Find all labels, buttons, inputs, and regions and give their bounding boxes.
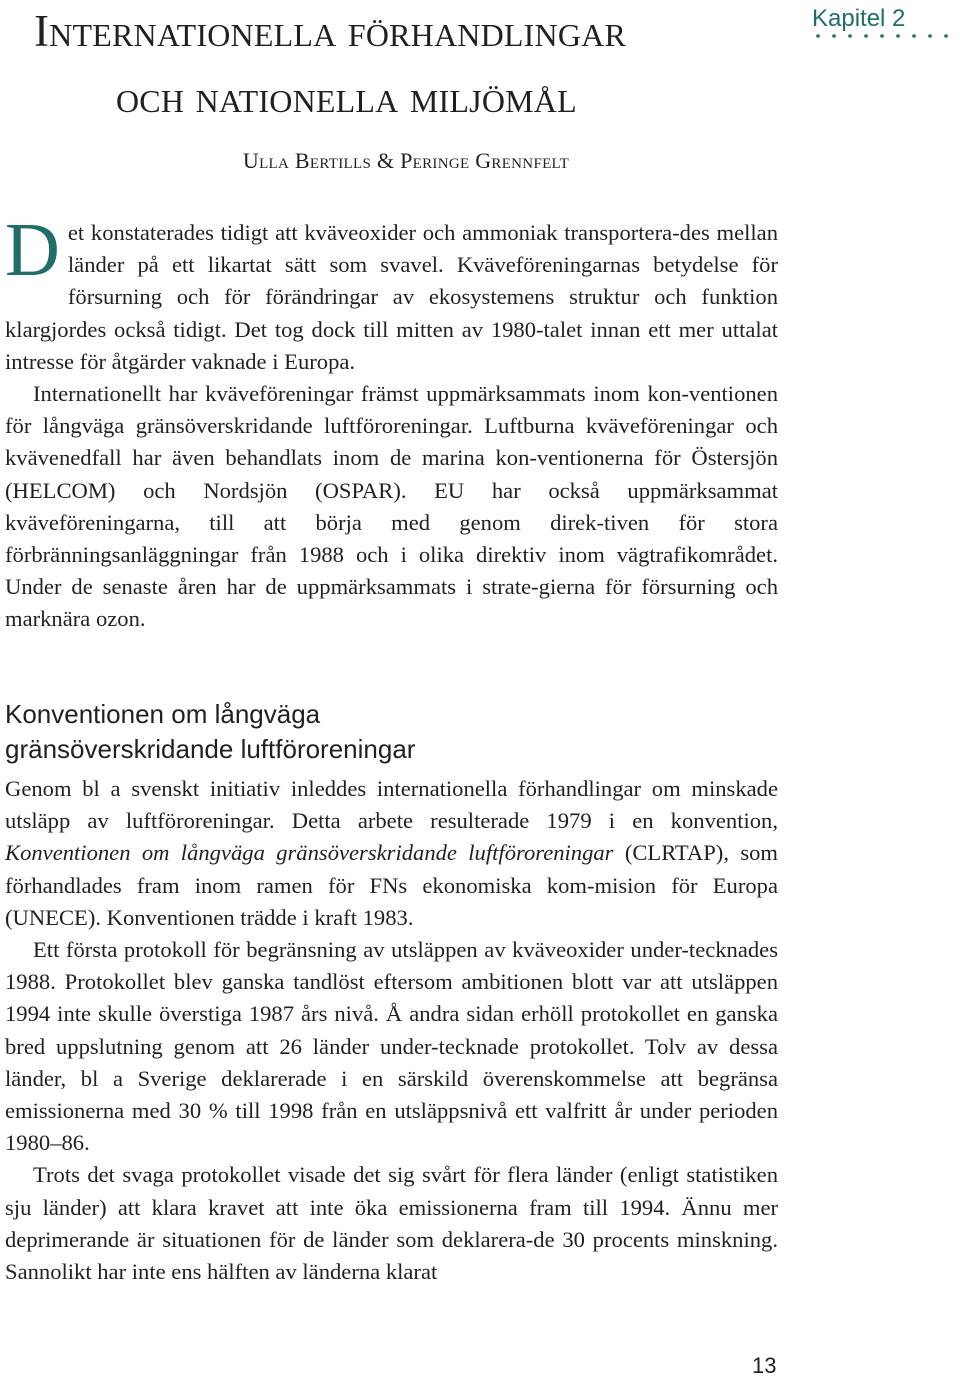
authors: Ulla Bertills & Peringe Grennfelt [242,148,570,173]
paragraph-1-start: Genom bl a svenskt initiativ inleddes internationella förhandlingar om minskade utsläpp av luftföroreningar. Detta arbete resulterade 1979 i en konvention, [5,776,778,834]
dotted-rule [812,32,960,40]
chapter-label-text: Kapitel 2 [812,5,906,32]
page-number: 13 [752,1353,777,1378]
chapter-label [812,4,960,40]
chapter-title-line-2: och nationella miljömål [116,72,577,122]
chapter-title [34,0,794,130]
chapter-title-line-1: Internationella förhandlingar [34,6,626,56]
section-paragraph-3: Trots det svaga protokollet visade det sig svårt för flera länder (enligt statistiken sju länder) att klara kravet att inte öka emissionerna fram till 1994. Ännu mer deprimerande är situationen för de länder som deklarera-de 30 procents minskning. Sannolikt har inte ens hälften av länderna klarat [5,1162,778,1285]
section-paragraph-1 [5,773,778,934]
section-heading-line-1: Konventionen om långväga [5,699,321,729]
drop-cap: D [5,208,60,292]
paragraph-1-end: (CLRTAP), som förhandlades fram inom ramen för FNs ekonomiska kom-mision för Europa (UNECE). Konventionen trädde i kraft 1983. [5,840,778,930]
intro-paragraph-2: Internationellt har kväveföreningar främst uppmärksammats inom kon-ventionen för långväga gränsöverskridande luftföroreningar. Luftburna kväveföreningar och kvävenedfall har även behandlats inom de marina kon-ventionerna för Östersjön (HELCOM) och Nordsjön (OSPAR). EU har också uppmärksammat kväveföreningarna, till att börja med genom direk-tiven för stora förbränningsanläggningar från 1988 och i olika direktiv inom vägtrafikområdet. Under de senaste åren har de uppmärksammats i strate-gierna för försurning och marknära ozon. [5,381,778,632]
section-paragraph-2: Ett första protokoll för begränsning av utsläppen av kväveoxider under-tecknades 1988. Protokollet blev ganska tandlöst eftersom ambitionen blott var att utsläppen 1994 inte skulle överstiga 1987 års nivå. Å andra sidan erhöll protokollet en ganska bred uppslutning genom att 26 länder under-tecknade protokollet. Tolv av dessa länder, bl a Sverige deklarerade i en särskild överenskommelse att begränsa emissionerna med 30 % till 1998 från en utsläppsnivå ett valfritt år under perioden 1980–86. [5,937,778,1156]
intro-text [5,208,778,636]
section-body [5,773,778,1288]
convention-title: Konventionen om långväga gränsöverskridande luftföroreningar [5,840,614,866]
intro-paragraph-1: et konstaterades tidigt att kväveoxider och ammoniak transportera-des mellan länder på ett likartat sätt som svavel. Kväveföreningarnas betydelse för försurning och för förändringar av ekosystemens struktur och funktion klargjordes också tidigt. Det tog dock till mitten av 1980-talet innan ett mer uttalat intresse för åtgärder vaknade i Europa. [5,220,778,374]
section-heading [5,697,785,767]
section-heading-line-2: gränsöverskridande luftföroreningar [5,734,416,764]
